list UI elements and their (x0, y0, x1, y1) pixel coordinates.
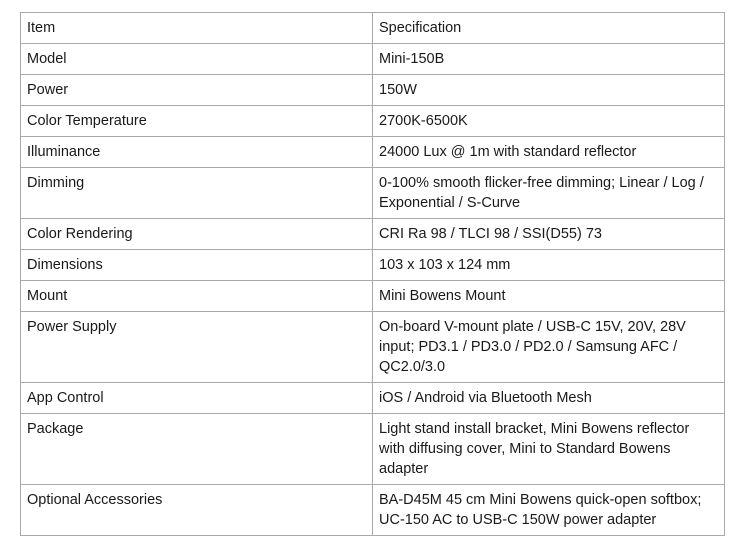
row-spec: Mini-150B (373, 44, 725, 75)
row-item: Dimming (21, 168, 373, 219)
table-row (21, 414, 725, 485)
row-item: Color Temperature (21, 106, 373, 137)
table-header-row (21, 13, 725, 44)
table-row (21, 281, 725, 312)
row-item: Power Supply (21, 312, 373, 383)
row-item: Package (21, 414, 373, 485)
spec-table (20, 12, 725, 536)
row-item: Dimensions (21, 250, 373, 281)
row-item: Model (21, 44, 373, 75)
row-item: Power (21, 75, 373, 106)
row-spec: BA-D45M 45 cm Mini Bowens quick-open softbox; UC-150 AC to USB-C 150W power adapter (373, 485, 725, 536)
table-row (21, 75, 725, 106)
row-item: App Control (21, 383, 373, 414)
row-spec: 2700K-6500K (373, 106, 725, 137)
row-spec: 24000 Lux @ 1m with standard reflector (373, 137, 725, 168)
table-row (21, 44, 725, 75)
row-item: Color Rendering (21, 219, 373, 250)
row-item: Mount (21, 281, 373, 312)
row-spec: iOS / Android via Bluetooth Mesh (373, 383, 725, 414)
row-item: Illuminance (21, 137, 373, 168)
table-row (21, 137, 725, 168)
table-row (21, 106, 725, 137)
row-spec: 150W (373, 75, 725, 106)
table-row (21, 168, 725, 219)
row-spec: CRI Ra 98 / TLCI 98 / SSI(D55) 73 (373, 219, 725, 250)
row-spec: Mini Bowens Mount (373, 281, 725, 312)
row-spec: On-board V-mount plate / USB-C 15V, 20V, 28V input; PD3.1 / PD3.0 / PD2.0 / Samsung AFC / QC2.0/3.0 (373, 312, 725, 383)
header-specification: Specification (373, 13, 725, 44)
row-spec: 0-100% smooth flicker-free dimming; Linear / Log / Exponential / S-Curve (373, 168, 725, 219)
table-row (21, 312, 725, 383)
table-row (21, 485, 725, 536)
row-spec: 103 x 103 x 124 mm (373, 250, 725, 281)
row-spec: Light stand install bracket, Mini Bowens reflector with diffusing cover, Mini to Standard Bowens adapter (373, 414, 725, 485)
table-row (21, 219, 725, 250)
table-row (21, 250, 725, 281)
row-item: Optional Accessories (21, 485, 373, 536)
table-row (21, 383, 725, 414)
header-item: Item (21, 13, 373, 44)
